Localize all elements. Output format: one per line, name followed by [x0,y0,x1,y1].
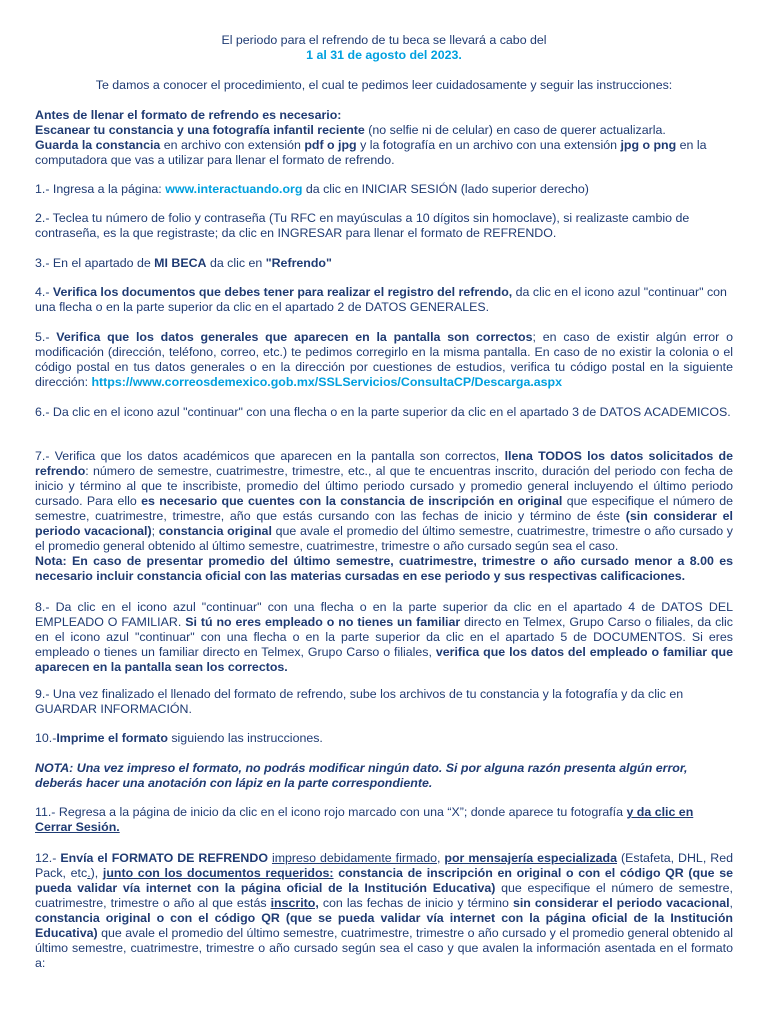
step-10: 10.-Imprime el formato siguiendo las instrucciones. [35,731,323,745]
step-4: 4.- Verifica los documentos que debes tener para realizar el registro del refrendo, da clic en el icono azul "continuar" con una flecha o en la parte superior da clic en el apartado 2 de DATOS GENERALES. [35,285,727,314]
step-7: 7.- Verifica que los datos académicos que aparecen en la pantalla son correctos, llena TODOS los datos solicitados de refrendo: número de semestre, cuatrimestre, trimestre, etc., al que te encuentras inscrito, duración del periodo con fecha de inicio y término al que te inscribiste, promedio del último periodo cursado y promedio general incluyendo el último periodo cursado. Para ello es necesario que cuentes con la constancia de inscripción en original que especifique el número de semestre, cuatrimestre, trimestre, año que estás cursando con las fechas de inicio y término de éste (sin considerar el periodo vacacional); constancia original que avale el promedio del último semestre, cuatrimestre, trimestre o año cursado y el promedio general obtenido al último semestre, cuatrimestre, trimestre o año cursado según sea el caso. Nota: En caso de presentar promedio del último semestre, cuatrimestre, trimestre o año cursado menor a 8.00 es necesario incluir constancia oficial con las materias cursadas en ese periodo y sus respectivas calificaciones. [35,449,734,583]
prerequisites: Antes de llenar el formato de refrendo es necesario: Escanear tu constancia y una fotografía infantil reciente (no selfie ni de celular) en caso de querer actualizarla. Guarda la constancia en archivo con extensión pdf o jpg y la fotografía en un archivo con una extensión jpg o png en la computadora que vas a utilizar para llenar el formato de refrendo. [35,108,707,167]
correos-link[interactable]: https://www.correosdemexico.gob.mx/SSLServicios/ConsultaCP/Descarga.aspx [91,375,563,389]
step-11: 11.- Regresa a la página de inicio da clic en el icono rojo marcado con una “X”; donde aparece tu fotografía y da clic en Cerrar Sesión. [35,805,694,834]
step-7-note: Nota: En caso de presentar promedio del último semestre, cuatrimestre, trimestre o año cursado menor a 8.00 es necesario incluir constancia oficial con las materias cursadas en ese periodo y sus respectivas calificaciones. [35,554,733,583]
intro-text: Te damos a conocer el procedimiento, el cual te pedimos leer cuidadosamente y seguir las instrucciones: [95,78,673,92]
print-note: NOTA: Una vez impreso el formato, no podrás modificar ningún dato. Si por alguna razón presenta algún error, deberás hacer una anotación con lápiz en la parte correspondiente. [35,761,688,790]
step-2: 2.- Teclea tu número de folio y contraseña (Tu RFC en mayúsculas a 10 dígitos sin homoclave), si realizaste cambio de contraseña, es la que registraste; da clic en INGRESAR para llenar el formato de REFRENDO. [35,211,690,240]
period-text: El periodo para el refrendo de tu beca se llevará a cabo del [221,33,547,47]
step-9: 9.- Una vez finalizado el llenado del formato de refrendo, sube los archivos de tu constancia y la fotografía y da clic en GUARDAR INFORMACIÓN. [35,687,684,716]
step-8: 8.- Da clic en el icono azul "continuar" con una flecha o en la parte superior da clic en el apartado 4 de DATOS DEL EMPLEADO O FAMILIAR. Si tú no eres empleado o no tienes un familiar directo en Telmex, Grupo Carso o filiales, da clic en el icono azul "continuar" con una flecha o en la parte superior da clic en el apartado 5 de DOCUMENTOS. Si eres empleado o tienes un familiar directo en Telmex, Grupo Carso o filiales, verifica que los datos del empleado o familiar que aparecen en la pantalla sean los correctos. [35,600,734,674]
step-5: 5.- Verifica que los datos generales que aparecen en la pantalla son correctos; en caso de existir algún error o modificación (dirección, teléfono, correo, etc.) te pedimos corregirlo en la misma pantalla. En caso de no existir la colonia o el código postal en tus datos generales o en la dirección por cuestiones de estudios, verifica tu código postal en la siguiente dirección: https://www.correosdemexico.gob.mx/SSLServicios/ConsultaCP/Descarga.aspx [35,330,733,389]
prereq-title: Antes de llenar el formato de refrendo es necesario: [35,108,342,122]
period-dates: 1 al 31 de agosto del 2023. [306,48,462,62]
prereq-scan: Escanear tu constancia y una fotografía infantil reciente [35,123,365,137]
step-3: 3.- En el apartado de MI BECA da clic en "Refrendo" [35,256,332,270]
period-heading [35,33,733,63]
interactuando-link[interactable]: www.interactuando.org [165,182,303,196]
step-6: 6.- Da clic en el icono azul "continuar" con una flecha o en la parte superior da clic en el apartado 3 de DATOS ACADEMICOS. [35,405,731,419]
logout-instruction: y da clic en Cerrar Sesión. [35,805,694,834]
step-1: 1.- Ingresa a la página: www.interactuando.org da clic en INICIAR SESIÓN (lado superior derecho) [35,182,589,196]
step-12: 12.- Envía el FORMATO DE REFRENDO impreso debidamente firmado, por mensajería especializada (Estafeta, DHL, Red Pack, etc.), junto con los documentos requeridos: constancia de inscripción en original o con el código QR (que se pueda validar vía internet con la página oficial de la Institución Educativa) que especifique el número de semestre, cuatrimestre, trimestre o año al que estás inscrito, con las fechas de inicio y término sin considerar el periodo vacacional, constancia original o con el código QR (que se pueda validar vía internet con la página oficial de la Institución Educativa) que avale el promedio del último semestre, cuatrimestre, trimestre o año cursado y el promedio general obtenido al último semestre, cuatrimestre, trimestre o año cursado según sea el caso y que avalen la información asentada en el formato a: [35,851,734,970]
prereq-save: Guarda la constancia [35,138,161,152]
